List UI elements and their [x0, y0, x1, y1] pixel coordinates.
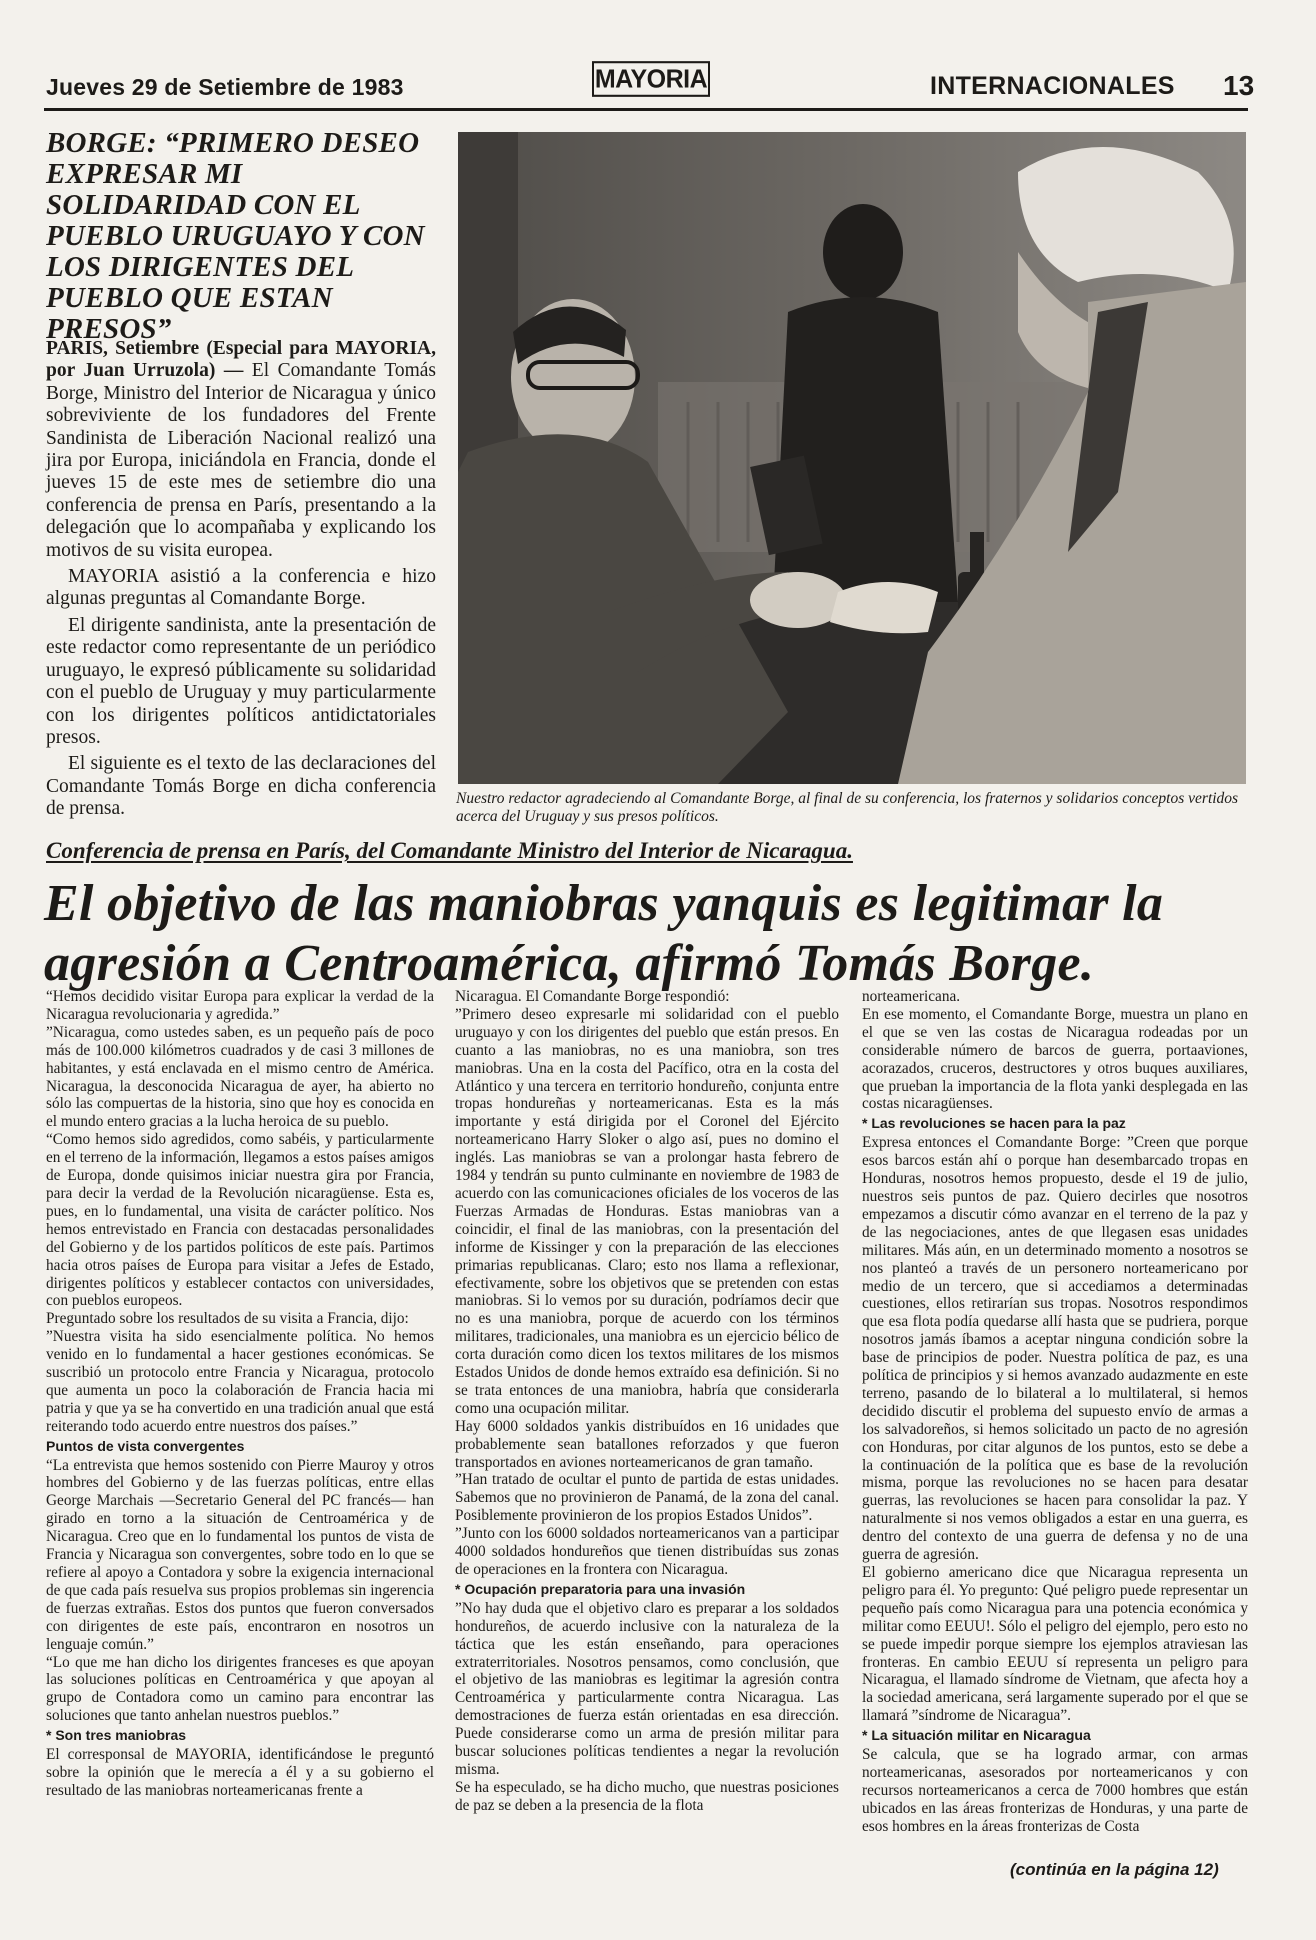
article-paragraph: norteamericana.	[862, 988, 961, 1005]
article-paragraph: ”Nuestra visita ha sido esencialmente política. No hemos venido en lo fundamental a hacer gestiones económicas. Se suscribió un protocolo entre Francia y Nicaragua, protocolo que aumenta un poco la colaboración de Francia hacia mi patria y que ya se ha convertido en una tradición anual que está reiterando todo acuerdo entre nuestros dos países.”	[46, 1328, 434, 1435]
article-paragraph: El corresponsal de MAYORIA, identificándose le preguntó sobre la opinión que le merecía a él y a su gobierno el resultado de las maniobras norteamericanas frente a	[46, 1746, 434, 1799]
intro-paragraph: El siguiente es el texto de las declaraciones del Comandante Tomás Borge en dicha conferencia de prensa.	[46, 753, 436, 820]
section-name: INTERNACIONALES	[930, 72, 1175, 100]
article-paragraph: “Lo que me han dicho los dirigentes franceses es que apoyan las soluciones políticas en Centroamérica y que apoyan al grupo de Contadora como un camino para encontrar las soluciones que tanto anhelan nuestros pueblos.”	[46, 1653, 434, 1725]
article-paragraph: Hay 6000 soldados yankis distribuídos en 16 unidades que probablemente sean batallones reforzados y que fueron transportados en aviones norteamericanos de gran tamaño.	[455, 1417, 839, 1471]
article-kicker: Conferencia de prensa en París, del Comandante Ministro del Interior de Nicaragua.	[46, 838, 853, 863]
article-subheading: Puntos de vista convergentes	[46, 1437, 245, 1454]
photo-caption: Nuestro redactor agradeciendo al Comandante Borge, al final de su conferencia, los fraternos y solidarios conceptos vertidos acerca del Uruguay y sus presos políticos.	[456, 790, 1239, 825]
newspaper-logo: MAYORIA	[592, 61, 710, 97]
article-paragraph: ”No hay duda que el objetivo claro es preparar a los soldados hondureños, de acuerdo inclusive con la naturaleza de la táctica que les están enseñando, para operaciones extraterritoriales. Nosotros pensamos, como conclusión, que el objetivo de las maniobras es legitimar la agresión contra Centroamérica y particularmente contra Nicaragua. Las demostraciones de fuerza están orientadas en esa dirección. Puede considerarse como un arma de presión militar para buscar soluciones políticas tendientes a negar la revolución misma.	[455, 1599, 839, 1778]
article-paragraph: Se calcula, que se ha logrado armar, con armas norteamericanas, asesorados por norteamericanos y con recursos norteamericanos a cerca de 7000 hombres que están ubicados en las áreas fronterizas de Honduras, y una parte de esos hombres en la áreas fronterizas de Costa	[862, 1746, 1248, 1835]
sidebar-headline: BORGE: “PRIMERO DESEO EXPRESAR MI SOLIDARIDAD CON EL PUEBLO URUGUAYO Y CON LOS DIRIGENTES DEL PUEBLO QUE ESTAN PRESOS”	[46, 127, 425, 345]
article-paragraph: El gobierno americano dice que Nicaragua representa un peligro para él. Yo pregunto: Qué peligro puede representar un pequeño país como Nicaragua para una potencia económica y militar como EEUU!. Sólo el peligro del ejemplo, pero esto no se puede impedir porque siempre los ejemplos atraviesan las fronteras. En cambio EEUU sí representa un peligro para Nicaragua, el llamado síndrome de Vietnam, que afecta hoy a la sociedad americana, será largamente superado por el que se llamará ”síndrome de Nicaragua”.	[862, 1564, 1248, 1725]
sidebar-intro	[46, 338, 436, 825]
article-subheading: * Ocupación preparatoria para una invasión	[455, 1580, 746, 1597]
intro-paragraph	[46, 338, 436, 562]
continuation-note: (continúa en la página 12)	[1010, 1860, 1219, 1879]
article-paragraph: Se ha especulado, se ha dicho mucho, que nuestras posiciones de paz se deben a la presencia de la flota	[455, 1778, 839, 1814]
intro-paragraph: El dirigente sandinista, ante la presentación de este redactor como representante de un periódico uruguayo, le expresó públicamente su solidaridad con el pueblo de Uruguay y muy particularmente con los dirigentes políticos antidictatoriales presos.	[46, 614, 436, 748]
article-paragraph: ”Han tratado de ocultar el punto de partida de estas unidades. Sabemos que no provinieron de Panamá, de la zona del canal. Posiblemente provinieron de los propios Estados Unidos”.	[455, 1471, 839, 1525]
article-paragraph: “Hemos decidido visitar Europa para explicar la verdad de la Nicaragua revolucionaria y agredida.”	[46, 988, 434, 1023]
photo-illustration	[458, 132, 1246, 784]
article-subheading: * Son tres maniobras	[46, 1727, 187, 1744]
page-number: 13	[1223, 70, 1255, 101]
article-subheading: * La situación militar en Nicaragua	[862, 1727, 1091, 1744]
handshake-photo	[458, 132, 1246, 784]
article-subheading: * Las revoluciones se hacen para la paz	[862, 1115, 1126, 1132]
article-paragraph: ”Nicaragua, como ustedes saben, es un pequeño país de poco más de 100.000 kilómetros cuadrados y de casi 3 millones de habitantes, y está enclavada en el mismo centro de América. Nicaragua, la desconocida Nicaragua de ayer, ha abierto no sólo las compuertas de la historia, sino que hoy es conocida en el mundo entero gracias a la lucha heroica de su pueblo.	[46, 1023, 434, 1131]
main-headline: El objetivo de las maniobras yanquis es legitimar la agresión a Centroamérica, afirmó Tomás Borge.	[44, 875, 1164, 992]
intro-lead: PARIS, Setiembre (Especial para MAYORIA, por Juan Urruzola) —	[46, 338, 436, 382]
article-paragraph: ”Primero deseo expresarle mi solidaridad con el pueblo uruguayo y con los dirigentes del pueblo que están presos. En cuanto a las maniobras, no es una maniobra, son tres maniobras. Una en la costa del Pacífico, otra en la costa del Atlántico y una tercera en territorio hondureño, conjunta entre tropas hondureñas y norteamericanas. Esta es la más importante y está dirigida por el Coronel del Ejército norteamericano Harry Sloker o algo así, pues no domino el inglés. Las maniobras se van a prolongar hasta febrero de 1984 y tendrán su punto culminante en noviembre de 1983 de acuerdo con las comunicaciones oficiales de los voceros de las Fuerzas Armadas de Honduras. Estas maniobras van a coincidir, el final de las maniobras, con la presentación del informe de Kissinger y con la preparación de las elecciones primarias republicanas. Claro; esto nos llama a reflexionar, efectivamente, sobre los objetivos que se pretenden con estas maniobras. Si lo vemos por su duración, podríamos decir que no es una maniobra, porque de acuerdo con los términos militares, tradicionales, una maniobra es un ejercicio bélico de corta duración como dicen los textos militares de los mismos Estados Unidos de donde hemos extraído esa definición. Si no se trata entonces de una maniobra, habría que considerarla como una ocupación militar.	[455, 1005, 839, 1417]
header-rule	[44, 108, 1248, 111]
article-column-1	[46, 988, 434, 1800]
article-column-2	[455, 988, 839, 1815]
article-paragraph: ”Junto con los 6000 soldados norteamericanos van a participar 4000 soldados hondureños que tienen distribuídas sus zonas de operaciones en la frontera con Nicaragua.	[455, 1525, 839, 1578]
intro-text: El Comandante Tomás Borge, Ministro del Interior de Nicaragua y único sobreviviente de los fundadores del Frente Sandinista de Liberación Nacional realizó una jira por Europa, iniciándola en Francia, donde el jueves 15 de este mes de setiembre dio una conferencia de prensa en París, presentando a la delegación que lo acompañaba y explicando los motivos de su visita europea.	[46, 360, 436, 561]
issue-date: Jueves 29 de Setiembre de 1983	[46, 74, 404, 100]
article-paragraph: “La entrevista que hemos sostenido con Pierre Mauroy y otros hombres del Gobierno y de las fuerzas políticas, entre ellas George Marchais —Secretario General del PC francés— han girado en torno a la situación de Centroamérica y de Nicaragua. Creo que en lo fundamental los puntos de vista de Francia y Nicaragua son convergentes, sobre todo en lo que se refiere al apoyo a Contadora y sobre la exigencia internacional de que cada país resuelva sus propios problemas sin ingerencia de fuerzas extrañas. Estos dos puntos que fueron conversados con dirigentes de este país, encontraron en nosotros un lenguaje común.”	[46, 1456, 434, 1653]
article-paragraph: Preguntado sobre los resultados de su visita a Francia, dijo:	[46, 1310, 409, 1328]
article-paragraph: En ese momento, el Comandante Borge, muestra un plano en el que se ven las costas de Nicaragua rodeadas por un considerable número de barcos de guerra, portaaviones, acorazados, cruceros, destructores y otros buques auxiliares, que prueban la importancia de la flota yanki desplegada en las costas nicaragüenses.	[862, 1005, 1248, 1113]
article-paragraph: Expresa entonces el Comandante Borge: ”Creen que porque esos barcos están ahí o porque han desembarcado tropas en Honduras, nosotros hemos propuesto, desde el 19 de julio, nuestros seis puntos de paz. Quiero decirles que nosotros empezamos a discutir cómo avanzar en el terreno de la paz y de las negociaciones, antes de que llegasen esas unidades militares. Más aún, en un determinado momento a nosotros se nos planteó a través de un personero norteamericano por medio de un tercero, que si accediamos a determinadas cuestiones, ellos retirarían sus tropas. Nosotros respondimos que esa flota podía quedarse allí hasta que se pudriera, porque nosotros jamás íbamos a aceptar ninguna condición sobre la base de principios de poder. Nuestra política de paz, es una política de principios y si hemos avanzado audazmente en este terreno, pasando de lo bilateral a lo multilateral, si hemos decidido discutir el problema del supuesto envío de armas a los salvadoreños, si hemos solicitado un pacto de no agresión con Honduras, por citar algunos de los puntos, esto se debe a la continuación de la política que es base de la revolución misma, porque las revoluciones no se hacen para desatar guerras, las revoluciones se hacen para consolidar la paz. Y naturalmente si nos vemos obligados a estar en una guerra, es dentro del contexto de una guerra de defensa y no de una guerra de agresión.	[862, 1134, 1248, 1564]
article-column-3	[862, 988, 1248, 1836]
article-paragraph: Nicaragua. El Comandante Borge respondió:	[455, 988, 730, 1005]
intro-paragraph: MAYORIA asistió a la conferencia e hizo algunas preguntas al Comandante Borge.	[46, 566, 436, 610]
article-paragraph: “Como hemos sido agredidos, como sabéis, y particularmente en el terreno de la información, llegamos a estos países amigos de Europa, donde quisimos iniciar nuestra gira por Francia, para decir la verdad de la Revolución nicaragüense. Esta es, pues, en lo fundamental, una visita de carácter político. Nos hemos entrevistado en Francia con destacadas personalidades del Gobierno y de los partidos políticos de este país. Partimos hacia otros países de Europa para visitar a Jefes de Estado, dirigentes políticos y establecer contactos con universidades, con pueblos europeos.	[46, 1131, 434, 1310]
